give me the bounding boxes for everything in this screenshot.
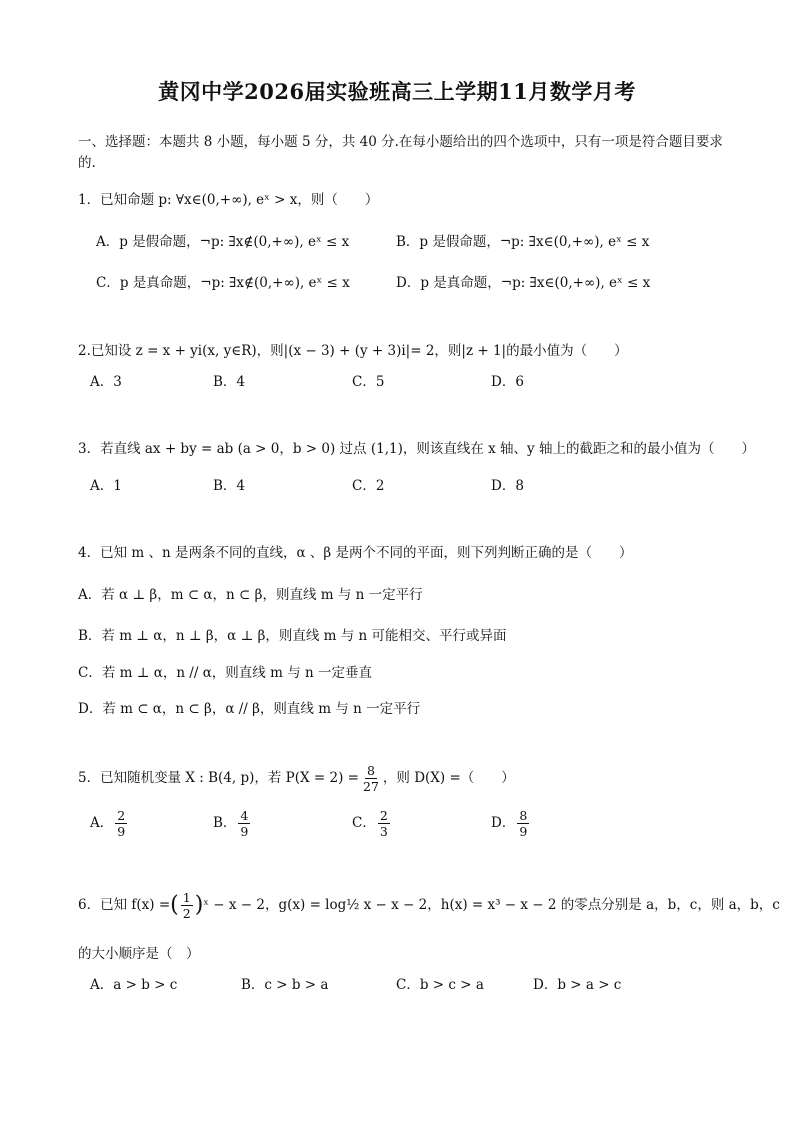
question-5-option-b: B． $\frac{4}{9}$ bbox=[213, 808, 249, 839]
question-2-option-d: D．6 bbox=[491, 374, 524, 390]
question-2-stem: 2.已知设 z = x + yi(x, y∈R)，则|(x − 3) + (y + 3)i|= 2，则|z + 1|的最小值为（ ） bbox=[78, 343, 628, 359]
question-4-option-d: D．若 m ⊂ α，n ⊂ β，α // β，则直线 m 与 n 一定平行 bbox=[78, 701, 421, 717]
question-6-option-a: A．a > b > c bbox=[90, 977, 178, 993]
question-2-option-a: A．3 bbox=[90, 374, 122, 390]
question-6-option-d: D．b > a > c bbox=[533, 977, 622, 993]
question-1-option-b: B．p 是假命题，¬p: ∃x∈(0,+∞), eˣ ≤ x bbox=[396, 234, 650, 250]
question-5-option-c: C． $\frac{2}{3}$ bbox=[352, 808, 388, 839]
question-4-option-a: A．若 α ⊥ β，m ⊂ α，n ⊂ β，则直线 m 与 n 一定平行 bbox=[78, 587, 423, 603]
question-4-option-c: C．若 m ⊥ α，n // α，则直线 m 与 n 一定垂直 bbox=[78, 665, 372, 681]
question-5-option-a: A． $\frac{2}{9}$ bbox=[90, 808, 126, 839]
question-5-option-d: D． $\frac{8}{9}$ bbox=[491, 808, 528, 839]
page-title: 黄冈中学2026届实验班高三上学期11月数学月考 bbox=[158, 79, 636, 104]
question-6-stem-continued: 的大小顺序是（ ） bbox=[78, 946, 200, 962]
question-3-option-c: C．2 bbox=[352, 478, 385, 494]
question-3-stem: 3．若直线 ax + by = ab (a > 0，b > 0) 过点 (1,1)，则该直线在 x 轴、y 轴上的截距之和的最小值为（ ） bbox=[78, 441, 755, 457]
question-6-stem: 6．已知 f(x) =( $\frac{1}{2}$ )ˣ − x − 2，g(x) = log½ x − x − 2，h(x) = x³ − x − 2 的零点分别是 a，b，c，则 a，b，c bbox=[78, 890, 780, 921]
question-3-option-a: A．1 bbox=[90, 478, 122, 494]
question-6-option-b: B．c > b > a bbox=[241, 977, 329, 993]
question-1-option-d: D．p 是真命题，¬p: ∃x∈(0,+∞), eˣ ≤ x bbox=[396, 275, 651, 291]
question-3-option-d: D．8 bbox=[491, 478, 524, 494]
question-1-option-c: C．p 是真命题，¬p: ∃x∉(0,+∞), eˣ ≤ x bbox=[96, 275, 350, 291]
question-2-option-b: B．4 bbox=[213, 374, 246, 390]
question-6-option-c: C．b > c > a bbox=[396, 977, 484, 993]
fraction: $\frac{8}{27}$ bbox=[363, 763, 379, 794]
question-5-stem: 5．已知随机变量 X : B(4, p)，若 P(X = 2) = $\frac{8}{27}$ ，则 D(X) =（ ） bbox=[78, 763, 515, 794]
question-3-option-b: B．4 bbox=[213, 478, 246, 494]
question-4-stem: 4．已知 m 、n 是两条不同的直线，α 、β 是两个不同的平面，则下列判断正确的是（ ） bbox=[78, 545, 633, 561]
section-heading: 一、选择题：本题共 8 小题，每小题 5 分，共 40 分.在每小题给出的四个选项中，只有一项是符合题目要求的. bbox=[78, 134, 723, 171]
question-2-option-c: C．5 bbox=[352, 374, 385, 390]
question-1-stem: 1．已知命题 p: ∀x∈(0,+∞), eˣ > x，则（ ） bbox=[78, 192, 379, 208]
question-1-option-a: A．p 是假命题，¬p: ∃x∉(0,+∞), eˣ ≤ x bbox=[96, 234, 350, 250]
question-4-option-b: B．若 m ⊥ α，n ⊥ β，α ⊥ β，则直线 m 与 n 可能相交、平行或异面 bbox=[78, 628, 507, 644]
